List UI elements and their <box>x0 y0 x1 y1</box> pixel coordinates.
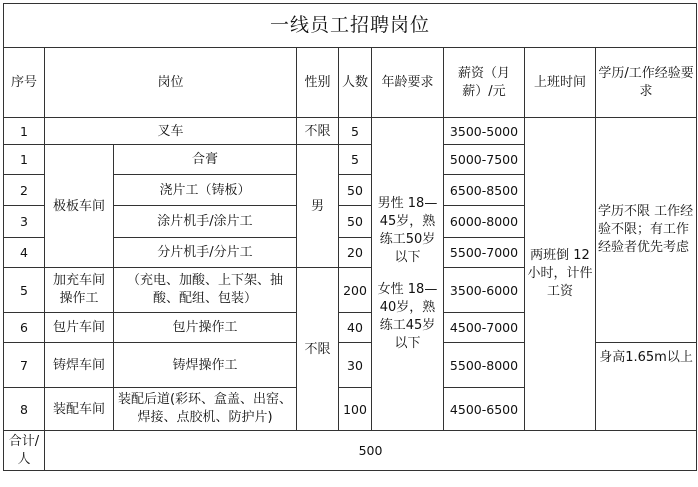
header-count: 人数 <box>339 48 372 118</box>
row-seq: 1 <box>4 145 45 175</box>
row-seq: 4 <box>4 238 45 268</box>
row-count: 5 <box>339 118 372 145</box>
row-position: （充电、加酸、上下架、抽酸、配组、包装） <box>114 268 297 313</box>
row-gender: 不限 <box>297 118 339 145</box>
shift-info: 两班倒 12小时，计件工资 <box>525 118 596 431</box>
row-salary: 4500-6500 <box>444 388 525 431</box>
gender-any: 不限 <box>297 268 339 431</box>
age-male: 男性 18—45岁，熟练工50岁以下 <box>377 196 438 265</box>
row-count: 20 <box>339 238 372 268</box>
row-dept: 铸焊车间 <box>45 343 114 388</box>
row-position: 装配后道(彩环、盒盖、出窑、焊接、点胶机、防护片) <box>114 388 297 431</box>
row-seq: 8 <box>4 388 45 431</box>
header-gender: 性别 <box>297 48 339 118</box>
edu-height: 身高1.65m以上 <box>596 343 697 431</box>
row-seq: 1 <box>4 118 45 145</box>
row-count: 50 <box>339 206 372 238</box>
row-salary: 3500-5000 <box>444 118 525 145</box>
row-position: 铸焊操作工 <box>114 343 297 388</box>
row-salary: 6000-8000 <box>444 206 525 238</box>
row-salary: 5500-7000 <box>444 238 525 268</box>
row-count: 30 <box>339 343 372 388</box>
age-female: 女性 18—40岁，熟练工45岁以下 <box>377 282 438 351</box>
row-salary: 3500-6000 <box>444 268 525 313</box>
age-requirements <box>372 118 444 431</box>
row-seq: 2 <box>4 175 45 206</box>
row-dept: 极板车间 <box>45 145 114 268</box>
gender-male: 男 <box>297 145 339 268</box>
row-dept: 加充车间操作工 <box>45 268 114 313</box>
row-salary: 5000-7500 <box>444 145 525 175</box>
row-position: 分片机手/分片工 <box>114 238 297 268</box>
row-salary: 6500-8500 <box>444 175 525 206</box>
row-salary: 4500-7000 <box>444 313 525 343</box>
row-position: 合膏 <box>114 145 297 175</box>
row-position: 包片操作工 <box>114 313 297 343</box>
header-seq: 序号 <box>4 48 45 118</box>
row-seq: 7 <box>4 343 45 388</box>
row-position: 涂片机手/涂片工 <box>114 206 297 238</box>
row-dept: 包片车间 <box>45 313 114 343</box>
row-seq: 3 <box>4 206 45 238</box>
row-count: 5 <box>339 145 372 175</box>
row-seq: 5 <box>4 268 45 313</box>
header-position: 岗位 <box>45 48 297 118</box>
row-dept: 装配车间 <box>45 388 114 431</box>
row-position: 浇片工（铸板） <box>114 175 297 206</box>
row-count: 40 <box>339 313 372 343</box>
row-position: 叉车 <box>45 118 297 145</box>
header-salary: 薪资（月薪）/元 <box>444 48 525 118</box>
header-age: 年龄要求 <box>372 48 444 118</box>
edu-general: 学历不限 工作经验不限；有工作经验者优先考虑 <box>596 118 697 343</box>
total-label: 合计/人 <box>4 431 45 471</box>
row-seq: 6 <box>4 313 45 343</box>
table-title: 一线员工招聘岗位 <box>4 4 697 48</box>
row-salary: 5500-8000 <box>444 343 525 388</box>
header-shift: 上班时间 <box>525 48 596 118</box>
header-edu: 学历/工作经验要求 <box>596 48 697 118</box>
row-count: 100 <box>339 388 372 431</box>
row-count: 200 <box>339 268 372 313</box>
row-count: 50 <box>339 175 372 206</box>
recruitment-table <box>3 3 697 471</box>
total-value: 500 <box>45 431 697 471</box>
